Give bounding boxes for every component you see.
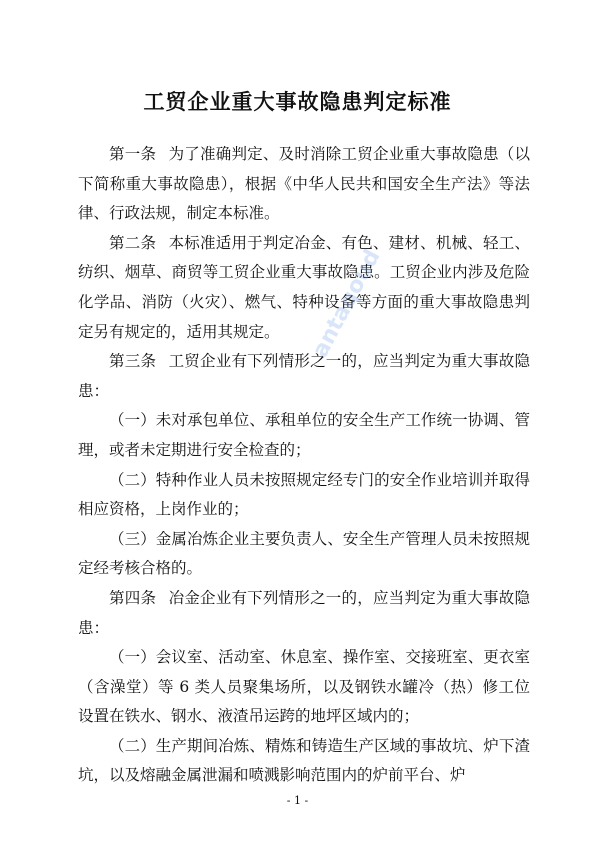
- article-text: 本标准适用于判定冶金、有色、建材、机械、轻工、纺织、烟草、商贸等工贸企业重大事故隐患。工贸企业内涉及危险化学品、消防（火灾）、燃气、特种设备等方面的重大事故隐患判定另有规定的，适用其规定。: [78, 233, 530, 341]
- item-text: （三）金属冶炼企业主要负责人、安全生产管理人员未按照规定经考核合格的。: [78, 529, 530, 578]
- article-label: 第二条: [109, 233, 157, 252]
- article-label: 第一条: [109, 145, 157, 163]
- watermark: antaqoud: [308, 245, 386, 362]
- document-title: 工贸企业重大事故隐患判定标准: [143, 90, 452, 114]
- article-label: 第四条: [109, 588, 157, 607]
- article-4: [78, 584, 530, 643]
- article-3-item-3: [78, 525, 530, 584]
- item-text: （二）特种作业人员未按照规定经专门的安全作业培训并取得相应资格，上岗作业的；: [78, 470, 530, 519]
- article-text: 冶金企业有下列情形之一的，应当判定为重大事故隐患：: [78, 588, 530, 637]
- article-4-item-2: [78, 732, 530, 791]
- article-4-item-1: [78, 643, 530, 732]
- document-body: [78, 140, 530, 791]
- article-text: 为了准确判定、及时消除工贸企业重大事故隐患（以下简称重大事故隐患），根据《中华人民共和国安全生产法》等法律、行政法规，制定本标准。: [78, 145, 530, 223]
- article-1: [78, 140, 530, 229]
- item-text: （一）会议室、活动室、休息室、操作室、交接班室、更衣室（含澡堂）等 6 类人员聚集场所，以及钢铁水罐冷（热）修工位设置在铁水、钢水、液渣吊运跨的地坪区域内的；: [78, 648, 530, 726]
- article-3: [78, 347, 530, 406]
- item-text: （一）未对承包单位、承租单位的安全生产工作统一协调、管理，或者未定期进行安全检查的；: [78, 411, 530, 459]
- article-text: 工贸企业有下列情形之一的，应当判定为重大事故隐患：: [78, 352, 530, 400]
- article-label: 第三条: [109, 352, 157, 371]
- item-text: （二）生产期间冶炼、精炼和铸造生产区域的事故坑、炉下渣坑，以及熔融金属泄漏和喷溅影响范围内的炉前平台、炉: [78, 736, 530, 785]
- page-number: - 1 -: [286, 794, 309, 807]
- article-3-item-2: [78, 466, 530, 525]
- article-2: [78, 229, 530, 347]
- article-3-item-1: [78, 406, 530, 465]
